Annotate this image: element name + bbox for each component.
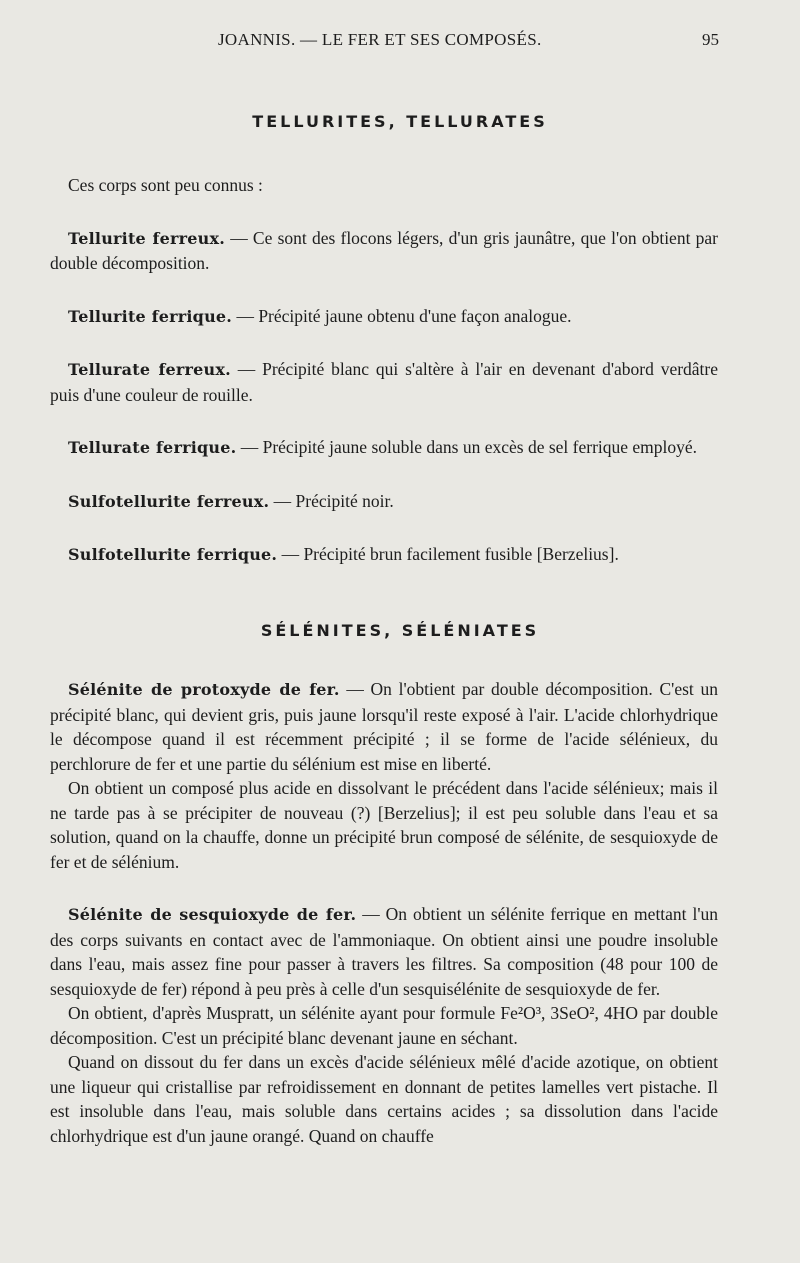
entry-tellurate-ferreux: [50, 357, 718, 407]
entry-term: Tellurite ferrique.: [68, 306, 233, 326]
section-intro: Ces corps sont peu connus :: [68, 175, 263, 195]
paragraph: On obtient, d'après Muspratt, un sélénite ayant pour formule Fe²O³, 3SeO², 4HO par double décomposition. C'est un précipité blanc devenant jaune en séchant.: [50, 1003, 718, 1048]
entry-tellurite-ferreux: [50, 226, 718, 276]
entry-term: Sélénite de protoxyde de fer.: [68, 680, 340, 699]
section-heading-tellurites: TELLURITES, TELLURATES: [252, 112, 548, 131]
running-header: [0, 30, 800, 54]
entry-tellurite-ferrique: [50, 304, 718, 330]
entry-selenite-sesquioxyde: [50, 902, 718, 1001]
entry-sulfotellurite-ferrique: [50, 542, 718, 568]
page-number: 95: [702, 30, 719, 49]
entry-term: Tellurate ferrique.: [68, 438, 237, 457]
paragraph: On obtient un composé plus acide en dissolvant le précédent dans l'acide sélénieux; mais il ne tarde pas à se précipiter de nouveau (?) [Berzelius]; il est peu soluble dans l'eau et sa solution, quand on la chauffe, donne un précipité brun composé de sélénite, de sesquioxyde de fer et de sélénium.: [50, 778, 718, 872]
entry-text: — Précipité noir.: [269, 490, 394, 511]
entry-text: — Ce sont des flocons légers, d'un gris jaunâtre, que l'on obtient par double décomposition.: [50, 227, 718, 273]
entry-sulfotellurite-ferreux: [50, 489, 718, 515]
paragraph: Quand on dissout du fer dans un excès d'acide sélénieux mêlé d'acide azotique, on obtient une liqueur qui cristallise par refroidissement en donnant de petites lamelles vert pistache. Il est insoluble dans l'eau, mais soluble dans certains acides ; sa dissolution dans l'acide chlorhydrique est d'un jaune orangé. Quand on chauffe: [50, 1052, 718, 1146]
entry-term: Sulfotellurite ferreux.: [68, 491, 270, 511]
entry-term: Tellurate ferreux.: [68, 360, 231, 379]
entry-text: — Précipité blanc qui s'altère à l'air en devenant d'abord verdâtre puis d'une couleur de rouille.: [50, 359, 719, 405]
entry-tellurate-ferrique: [50, 435, 718, 461]
entry-text: — Précipité brun facilement fusible [Berzelius].: [277, 544, 619, 564]
running-title: JOANNIS. — LE FER ET SES COMPOSÉS.: [218, 30, 542, 49]
entry-text: — On l'obtient par double décomposition. C'est un précipité blanc, qui devient gris, puis jaune lorsqu'il reste exposé à l'air. L'acide chlorhydrique le décompose quand il est récemment précipité ; il se forme de l'acide sélénieux, du perchlorure de fer et une partie du sélénium est mise en liberté.: [50, 679, 718, 774]
entry-term: Sélénite de sesquioxyde de fer.: [68, 905, 357, 924]
entry-text: — On obtient un sélénite ferrique en mettant l'un des corps suivants en contact avec de l'ammoniaque. On obtient ainsi une poudre insoluble dans l'eau, mais assez fine pour passer à travers les filtres. Sa composition (48 pour 100 de sesquioxyde de fer) répond à peu près à celle d'un sesquisélénite de sesquioxyde de fer.: [50, 904, 718, 999]
tellurites-section: [50, 173, 718, 568]
entry-text: — Précipité jaune obtenu d'une façon analogue.: [232, 305, 572, 326]
section-heading-selenites: SÉLÉNITES, SÉLÉNIATES: [260, 621, 540, 640]
entry-text: — Précipité jaune soluble dans un excès de sel ferrique employé.: [236, 437, 698, 457]
entry-term: Sulfotellurite ferrique.: [68, 545, 278, 564]
entry-term: Tellurite ferreux.: [68, 228, 225, 248]
selenites-section: [50, 677, 718, 1148]
entry-selenite-protoxyde: [50, 677, 718, 776]
